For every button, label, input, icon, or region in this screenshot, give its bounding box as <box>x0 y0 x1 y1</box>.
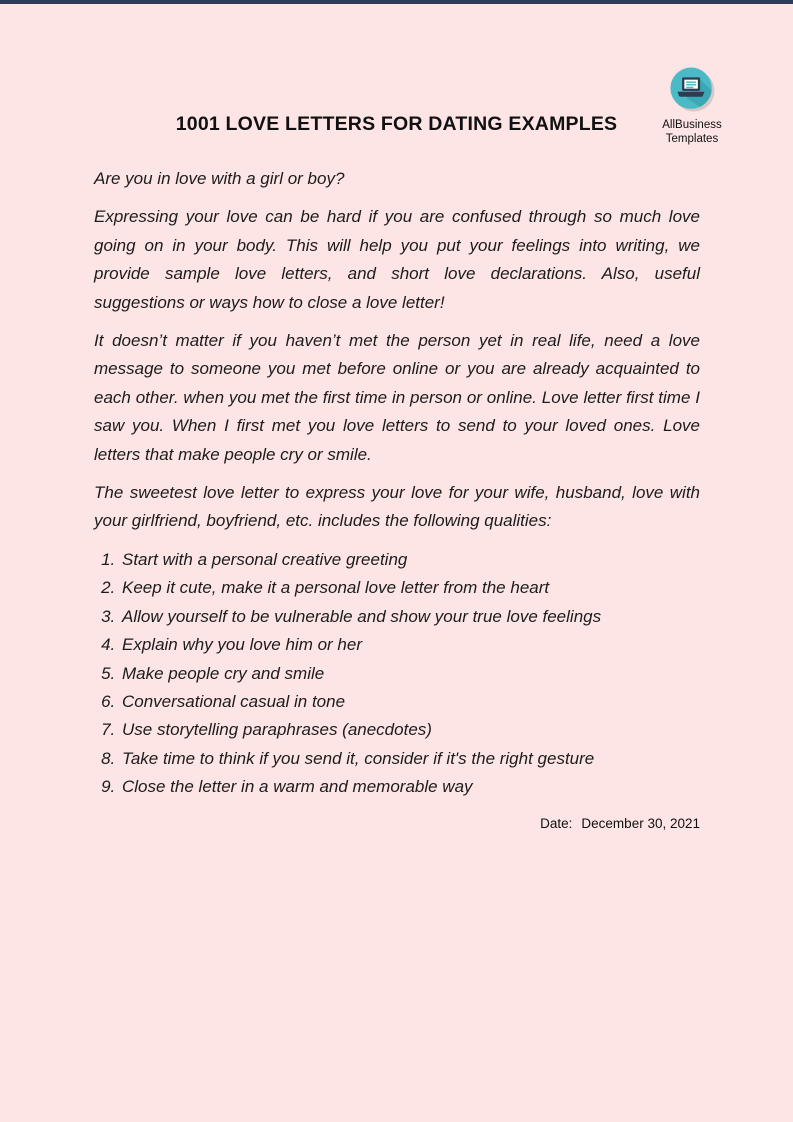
date-label: Date: <box>540 815 573 831</box>
list-item: 5. Make people cry and smile <box>120 660 700 688</box>
list-item: 7. Use storytelling paraphrases (anecdotes) <box>120 716 700 744</box>
qualities-list <box>94 546 700 802</box>
date-line <box>94 810 700 838</box>
list-item: 4. Explain why you love him or her <box>120 631 700 659</box>
list-item: 9. Close the letter in a warm and memorable way <box>120 773 700 801</box>
paragraph-1: Expressing your love can be hard if you are confused through so much love going on in your body. This will help you put your feelings into writing, we provide sample love letters, and short love declarations. Also, useful suggestions or ways how to close a love letter! <box>94 207 700 312</box>
intro-question: Are you in love with a girl or boy? <box>94 169 345 188</box>
paragraph-2: It doesn’t matter if you haven’t met the person yet in real life, need a love message to someone you met before online or you are already acquainted to each other. when you met the first time in person or online. Love letter first time I saw you. When I first met you love letters to send to your loved ones. Love letters that make people cry or smile. <box>94 331 700 464</box>
list-item: 2. Keep it cute, make it a personal love letter from the heart <box>120 574 700 602</box>
paragraph-3: The sweetest love letter to express your love for your wife, husband, love with your girlfriend, boyfriend, etc. includes the following qualities: <box>94 483 700 531</box>
date-value: December 30, 2021 <box>581 815 700 831</box>
page-title: 1001 LOVE LETTERS FOR DATING EXAMPLES <box>175 113 618 135</box>
list-item: 1. Start with a personal creative greeting <box>120 546 700 574</box>
list-item: 3. Allow yourself to be vulnerable and show your true love feelings <box>120 603 700 631</box>
logo-brand-line2: Templates <box>665 132 719 145</box>
list-item: 6. Conversational casual in tone <box>120 688 700 716</box>
list-item: 8. Take time to think if you send it, consider if it's the right gesture <box>120 745 700 773</box>
logo-brand-line1: AllBusiness <box>662 119 722 131</box>
